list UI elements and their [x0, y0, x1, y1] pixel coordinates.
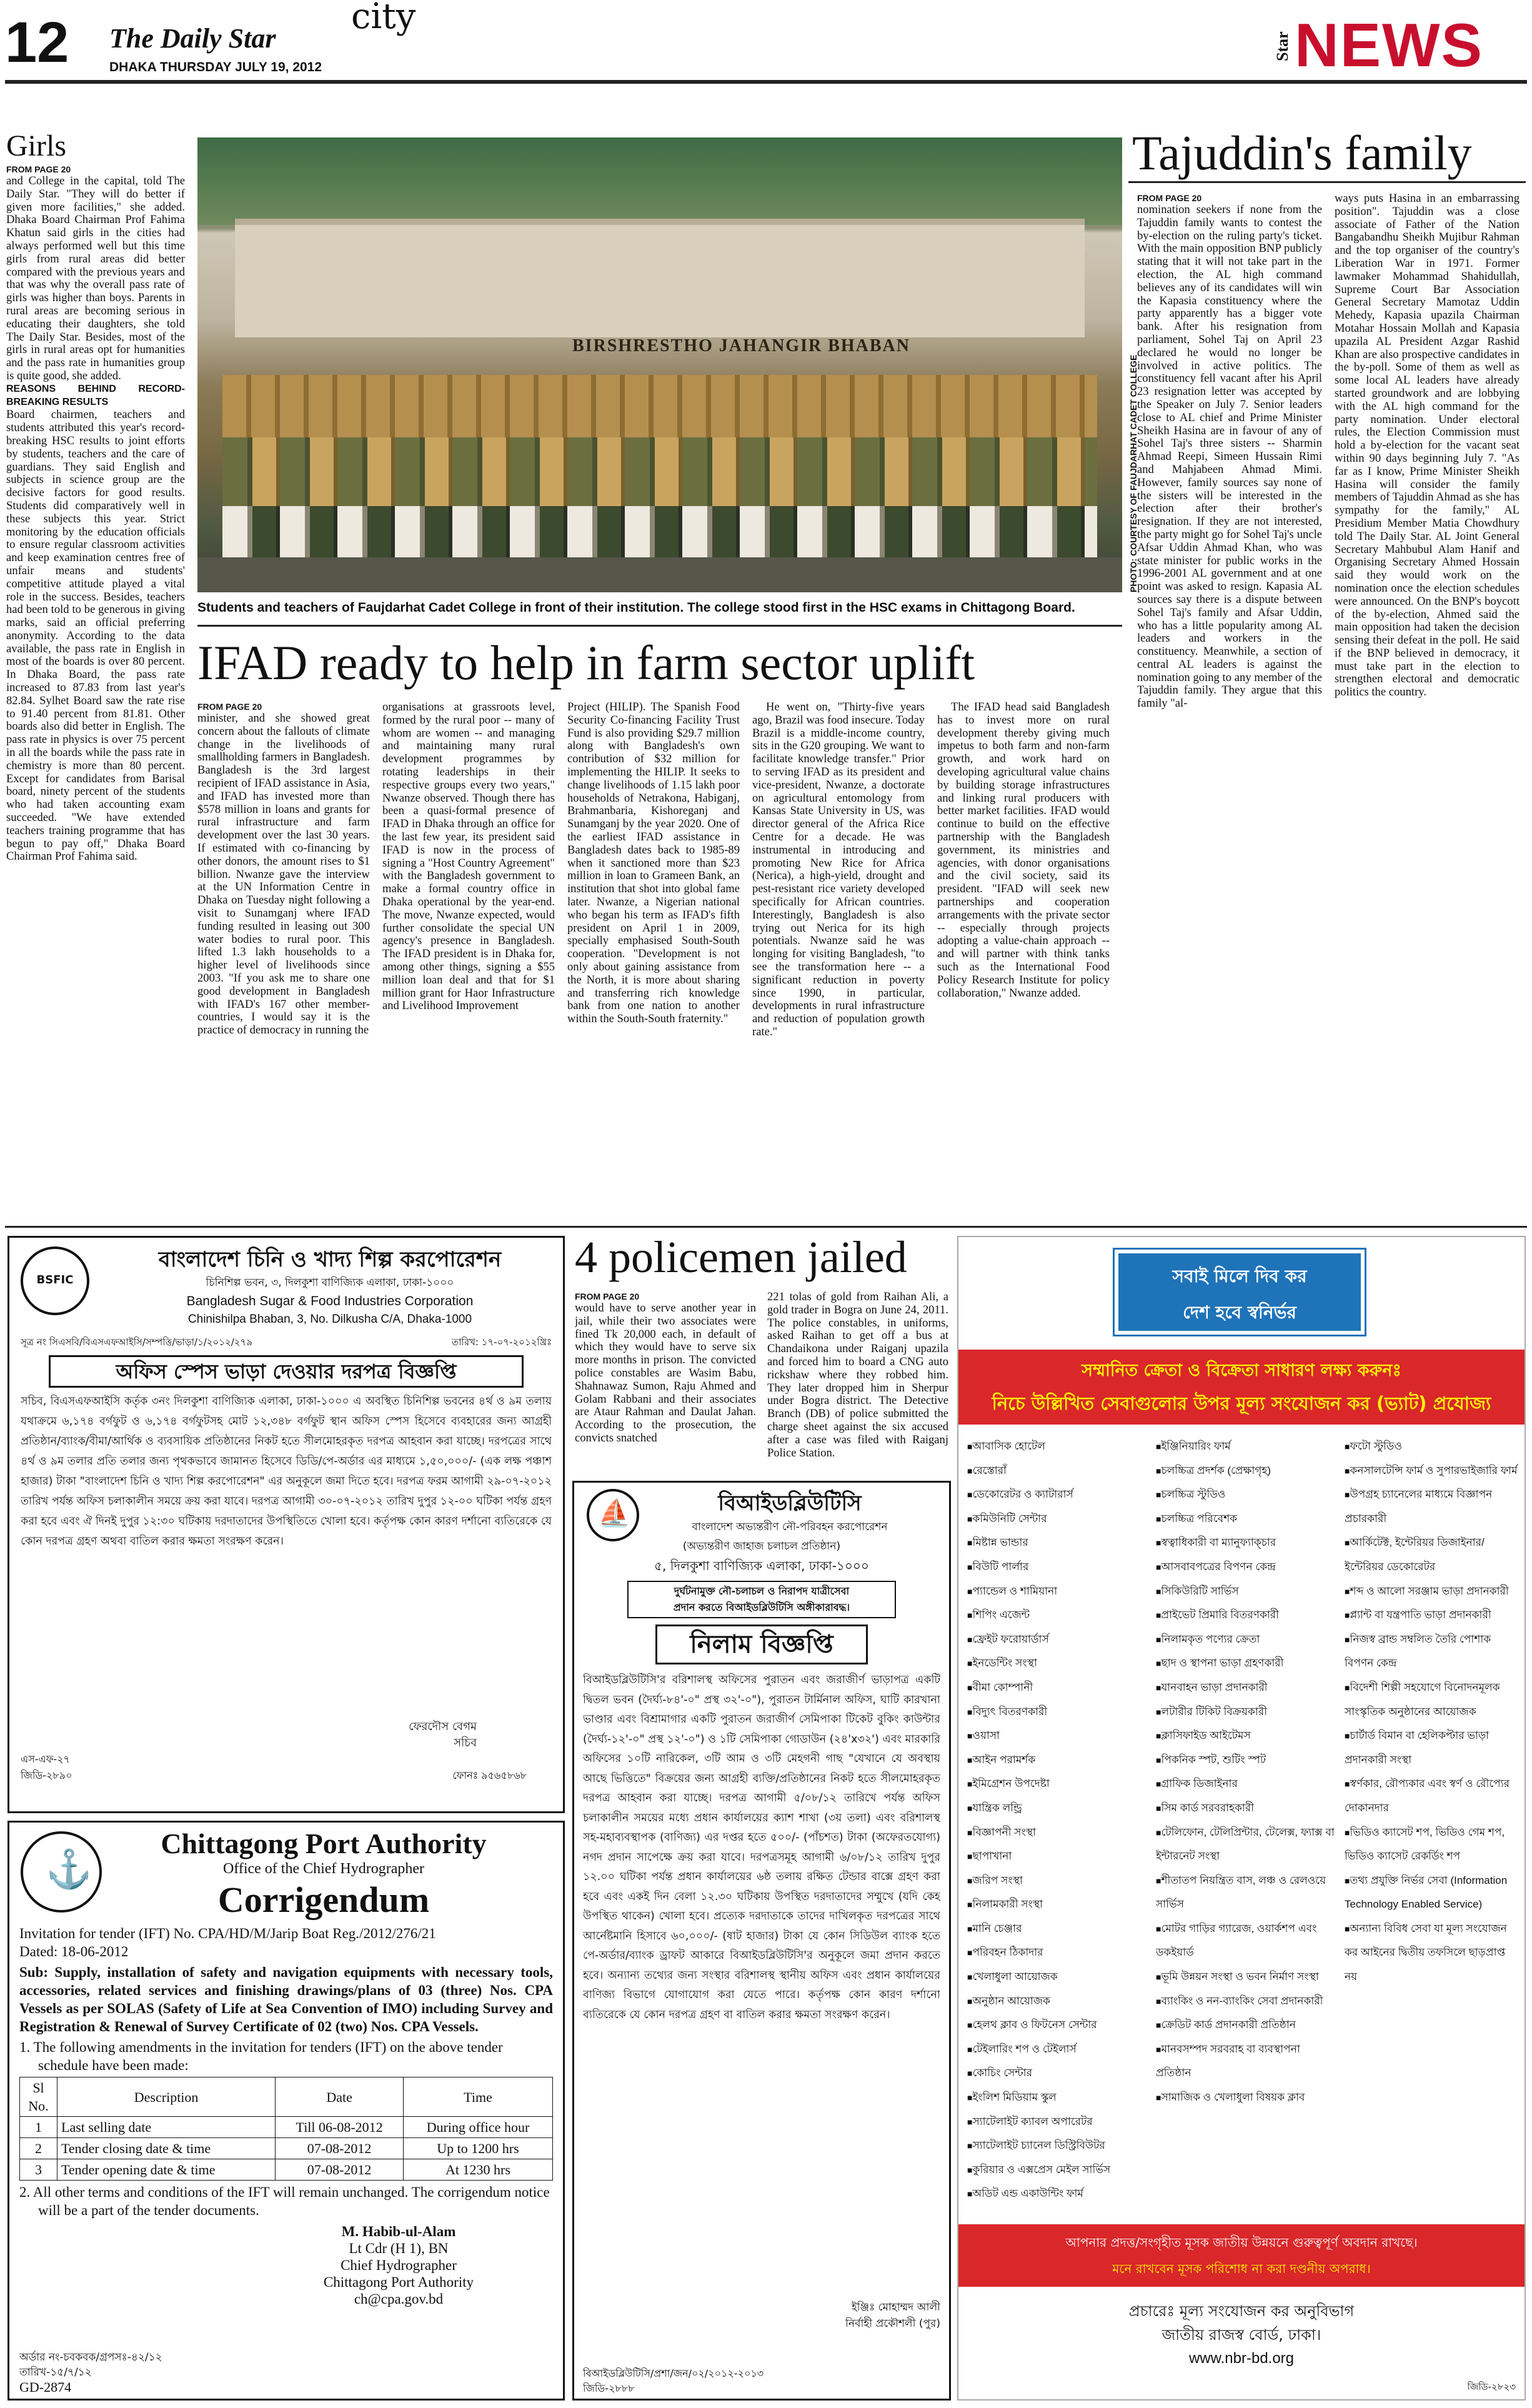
police-headline: 4 policemen jailed: [575, 1232, 907, 1282]
list-item: ■ ওয়াসা: [967, 1724, 1148, 1748]
list-item: ■ প্যান্ডেল ও শামিয়ানা: [967, 1580, 1148, 1604]
list-item: ■ ছাদ ও স্থাপনা ভাড়া গ্রহণকারী: [1156, 1651, 1337, 1676]
girls-headline: Girls: [6, 129, 66, 162]
badge-line: দেশ হবে স্বনির্ভর: [1183, 1302, 1296, 1323]
gd-number: GD-2874: [19, 2379, 72, 2395]
article-text: nomination seekers if none from the Tajuddin family wants to contest the by-election on the ruling party's ticket. With the main opposition BNP publicly stating that it will not take part in the election, the AL high command believes any of its candidates will win the Kapasia constituency where the party apparently has a bigger vote bank. After his resignation from parliament, Sohel Taj on April 23 declared he would no longer be involved in active politics. The constituency fell vacant after his April 23 resignation letter was accepted by the Speaker on July 7. Senior leaders close to AL chief and Prime Minister Sheikh Hasina are in favour of any of Sohel Taj's three sisters -- Sharmin Ahmad Reepi, Simeen Hussain Rimi and Mahjabeen Ahmad Mimi. However, family sources say none of the sisters will be interested in the election after their brother's resignation. If they are not interested, the party might go for Sohel Taj's uncle Afsar Uddin Ahmad Khan, who was state minister for public works in the 1996-2001 AL government and at one point was asked to resign. Kapasia AL sources say there is a dispute between Sohel Taj's family and Afsar Uddin, who has a little popularity among AL leaders and workers in the constituency. Meanwhile, a section of central AL leaders is against the nomination going to any member of the Tajuddin family. They argue that this family "al-: [1137, 203, 1322, 710]
list-item: ■ শব্দ ও আলো সরঞ্জাম ভাড়া প্রদানকারী: [1345, 1580, 1521, 1604]
services-col-3: [1345, 1435, 1521, 1989]
cell: 07-08-2012: [276, 2159, 404, 2181]
photo-caption: Students and teachers of Faujdarhat Cadet College in front of their institution. The college stood first in the HSC exams in Chittagong Board.: [197, 600, 1075, 615]
biwtc-sub: (অভ্যন্তরীণ জাহাজ চলাচল প্রতিষ্ঠান): [682, 1540, 841, 1553]
divider: [1128, 181, 1526, 183]
memo-date: তারিখ: ১৭-০৭-২০১২খ্রিঃ: [451, 1336, 552, 1348]
signer-title: নির্বাহী প্রকৌশলী (পুর): [845, 2317, 940, 2330]
cell: Last selling date: [57, 2117, 276, 2138]
phone-number: ফোনঃ ৯৫৬৫৮৬৮: [452, 1769, 527, 1781]
gd-number: জিডি-২৮৮৮: [583, 2382, 635, 2394]
list-item: ■ শীতাতপ নিয়ন্ত্রিত বাস, লঞ্চ ও রেলওয়ে সার্ভিস: [1156, 1869, 1337, 1917]
bsfic-name-en: Bangladesh Sugar & Food Industries Corporation: [186, 1294, 474, 1308]
gd-number: জিডি-২৮২৩: [1467, 2381, 1516, 2392]
list-item: ■ ভূমি উন্নয়ন সংস্থা ও ভবন নির্মাণ সংস্থা: [1156, 1965, 1337, 1989]
signer-name: M. Habib-ul-Alam: [341, 2224, 456, 2239]
order-number: অর্ডার নং-চবকবক/গ্রপসঃ-৪২/১২: [19, 2351, 162, 2364]
tajuddin-headline: Tajuddin's family: [1132, 126, 1472, 180]
list-item: ■ যানবাহন ভাড়া প্রদানকারী: [1156, 1676, 1337, 1700]
nbr-website-link[interactable]: www.nbr-bd.org: [1188, 2350, 1295, 2367]
list-item: ■ আসবাবপত্রের বিপণন কেন্দ্র: [1156, 1555, 1337, 1580]
list-item: ■ কমিউনিটি সেন্টার: [967, 1507, 1148, 1531]
list-item: ■ উপগ্রহ চ্যানেলের মাধ্যমে বিজ্ঞাপন প্রচারকারী: [1345, 1483, 1521, 1531]
list-item: ■ ইংলিশ মিডিয়াম স্কুল: [967, 2086, 1148, 2110]
subject: Sub: Supply, installation of safety and navigation equipments with necessary tools, accessories, related services and finishing drawings/plans of 03 (three) Nos. CPA Vessels as per SOLAS (Safety of Life at Sea Convention of IMO) including Survey and Registration & Renewal of Survey Certificate of 02 (two) Nos. CPA Vessels.: [19, 1964, 553, 2034]
biwtc-addr: ৫, দিলকুশা বাণিজ্যিক এলাকা, ঢাকা-১০০০: [654, 1558, 869, 1573]
list-item: ■ কোচিং সেন্টার: [967, 2061, 1148, 2086]
list-item: ■ সামাজিক ও খেলাধুলা বিষয়ক ক্লাব: [1156, 2086, 1337, 2110]
list-item: ■ নিজস্ব ব্রান্ড সম্বলিত তৈরি পোশাক বিপণন কেন্দ্র: [1345, 1628, 1521, 1676]
list-item: ■ মোটর গাড়ির গ্যারেজ, ওয়ার্কশপ এবং ডকইয়ার্ড: [1156, 1917, 1337, 1965]
table-row: [20, 2159, 553, 2181]
list-item: ■ অন্যান্য বিবিধ সেবা যা মূল্য সংযোজন কর আইনের দ্বিতীয় তফসিলে ছাড়প্রাপ্ত নয়: [1345, 1917, 1521, 1989]
cell: Tender opening date & time: [57, 2159, 276, 2181]
list-item: ■ বিউটি পার্লার: [967, 1555, 1148, 1580]
cpa-office: Office of the Chief Hydrographer: [222, 1861, 425, 1877]
article-text: Board chairmen, teachers and students attributed this year's record-breaking HSC results to joint efforts by students, teachers and the care of guardians. They said English and subjects in science group are the decisive factors for good results. Students did comparatively well in these subjects this year. Strict monitoring by the education officials to ensure regular classroom activities and keep examination centres free of unfair means and students' competitive attitude played a vital role in the success. Besides, teachers had been told to be generous in giving marks, said an official preferring anonymity. According to the data available, the pass rate in English in most of the boards is over 80 percent. In Dhaka Board, the pass rate increased to 87.83 from last year's 82.84. Sylhet Board saw the rate rise to 91.40 percent from 81.81. Other boards also did better in English. The pass rate in physics is over 75 percent in all the boards while the pass rate in chemistry is more than 80 percent. Except for candidates from Barisal board, ninety percent of the students who had taken accounting exam succeeded. "We have extended teachers training programme that has begun to pay off," Dhaka Board Chairman Prof Fahima said.: [6, 408, 185, 863]
list-item: ■ আর্কিটেক্ট, ইন্টেরিয়র ডিজাইনার/ইন্টেরিয়র ডেকোরেটর: [1345, 1531, 1521, 1579]
list-item: ■ চলচ্চিত্র স্টুডিও: [1156, 1483, 1337, 1507]
list-item: ■ রেস্তোরাঁ: [967, 1459, 1148, 1483]
list-item: ■ স্যাটেলাইট ক্যাবল অপারেটর: [967, 2110, 1148, 2134]
col-header: Description: [57, 2077, 276, 2117]
col-header: Date: [276, 2077, 404, 2117]
auction-body: বিআইডব্লিউটিসি'র বরিশালস্থ অফিসের পুরাতন এবং জরাজীর্ণ ভাড়াপত্র একটি দ্বিতল ভবন (দৈর্ঘ্য-৮৪'-০" প্রস্থ ৩২'-০"), পুরাতন টার্মিনাল অফিস, ঘাটি কারখানা ভাণ্ডার এবং বিশ্রামাগার একটি পুরাতন জরাজীর্ণ সেমিপাকা টিকেট বুকিং কাউন্টার (দৈর্ঘ্য-১২'-০" প্রস্থ ১২'-০") ও ১টি সেমিপাকা গোডাউন (২৪'x৩২') এবং মারকারি অফিসের ১০টি নারিকেল, ৩টি আম ও ৩টি মেহগনী গাছ "যেখানে যে অবস্থায় আছে ভিত্তিতে" বিক্রয়ের জন্য আগ্রহী ব্যক্তি/প্রতিষ্ঠানের নিকট হতে সীলমোহরকৃত দরপত্র আহবান করা যাচ্ছে। দরপত্র আগামী ৫/০৮/১২ তারিখে পর্যন্ত অফিস চলাকালীন সময়ের মধ্যে প্রধান কার্যালয়ের ক্যাশ শাখা (৩য় তলা) এবং বরিশালস্থ সহ-মহাব্যবস্থাপক (বাণিজ্য) এর দপ্তর হতে ৫০০/- (পাঁচশত) টাকা (অফেরতযোগ্য) নগদ প্রদান সাপেক্ষে ক্রয় করা যাবে। দরপত্রসমূহ আগামী ৬/০৮/১২ তারিখ দুপুর ১২.০০ ঘটিকা পর্যন্ত প্রধান কার্যালয়ের ৬ষ্ঠ তলায় রক্ষিত টেন্ডার বাক্সে গ্রহণ করা হবে এবং একই দিন বেলা ১২.৩০ ঘটিকায় উপস্থিত দরদাতাদের সম্মুখে (যদি কেহ উপস্থিত থাকেন) খোলা হবে। প্রত্যেক দরদাতাকে তাদের দাখিলকৃত দরপত্রের সাথে আর্নেষ্টমানি হিসাবে ৬০,০০০/- (ষাট হাজার) টাকা যে কোন সিডিউল ব্যাংক হতে পে-অর্ডার/ব্যাংক ড্রাফট আকারে বিআইডব্লিউটিসি'র অনুকূলে জমা প্রদান করতে হবে। অন্যান্য তথ্যের জন্য সংস্থার বরিশালস্থ স্থানীয় অফিস এবং প্রধান কার্যালয়ের বাণিজ্য বিভাগে যোগাযোগ করা যেতে পারে। কর্তৃপক্ষ কোন কারণ দর্শানো ব্যতিরেকে যে কোন দরপত্র গ্রহণ বা বাতিল করার ক্ষমতা সংরক্ষণ করেন।: [583, 1674, 940, 2021]
cpa-title: Corrigendum: [217, 1879, 430, 1920]
ifad-col-1: [197, 701, 370, 1220]
list-item: ■ ফটো স্টুডিও: [1345, 1435, 1521, 1459]
ifad-col-4: [752, 701, 925, 1220]
from-page: FROM PAGE 20: [197, 702, 262, 712]
article-text: He went on, "Thirty-five years ago, Brazil was food insecure. Today Brazil is a middle-income country, sits in the G20 grouping. We want to facilitate knowledge transfer." Prior to serving IFAD as its president and vice-president, Nwanze, a doctorate on agricultural entomology from Kansas State University in US, was director general of the Africa Rice Centre for a decade. He was instrumental in introducing and promoting New Rice for Africa (Nerica), a high-yield, drought and pest-resistant rice variety developed specifically for African countries. Interestingly, Bangladesh is also trying out Nerica for its high potentials. Nwanze said he was longing for visiting Bangladesh, "to see the transformation here -- a significant reduction in poverty since 1990, in particular, developments in rural infrastructure and reduction of population growth rate.": [752, 701, 925, 1038]
signer-rank: Lt Cdr (H 1), BN: [349, 2241, 449, 2256]
cell: 2: [20, 2138, 57, 2159]
list-item: ■ চার্টার্ড বিমান বা হেলিকপ্টার ভাড়া প্রদানকারী সংস্থা: [1345, 1724, 1521, 1772]
police-col-1: [575, 1291, 756, 1472]
section-label: city: [351, 0, 416, 37]
ifad-col-2: [382, 701, 555, 1220]
ift-number: Invitation for tender (IFT) No. CPA/HD/M/Jarip Boat Reg./2012/276/21: [19, 1926, 436, 1941]
list-item: ■ ইমিগ্রেশন উপদেষ্টা: [967, 1772, 1148, 1796]
list-item: ■ পরিবহন ঠিকাদার: [967, 1941, 1148, 1965]
list-item: ■ মিষ্টান্ন ভান্ডার: [967, 1531, 1148, 1555]
list-item: ■ ইঞ্জিনিয়ারিং ফার্ম: [1156, 1435, 1337, 1459]
subhead: REASONS BEHIND RECORD-BREAKING RESULTS: [6, 383, 185, 407]
cell: Tender closing date & time: [57, 2138, 276, 2159]
cell: Till 06-08-2012: [276, 2117, 404, 2138]
list-item: ■ কুরিয়ার ও এক্সপ্রেস মেইল সার্ভিস: [967, 2158, 1148, 2182]
table-row: [20, 2117, 553, 2138]
list-item: ■ আবাসিক হোটেল: [967, 1435, 1148, 1459]
cell: Up to 1200 hrs: [404, 2138, 553, 2159]
col-header: Time: [404, 2077, 553, 2117]
ifad-headline: IFAD ready to help in farm sector uplift: [197, 635, 975, 690]
memo-number: সূত্র নং সিএসবি/বিএসএফআইসি/সম্পত্তি/ভাড়া/১/২০১২/২৭৯: [21, 1336, 253, 1348]
issuer-line: জাতীয় রাজস্ব বোর্ড, ঢাকা।: [1161, 2326, 1321, 2344]
cpa-name: Chittagong Port Authority: [161, 1828, 487, 1859]
badge-line: সবাই মিলে দিব কর: [1172, 1266, 1307, 1286]
slogan-badge: [1115, 1250, 1365, 1335]
list-item: ■ স্বর্ণকার, রৌপ্যকার এবং স্বর্ণ ও রৌপ্যের দোকানদার: [1345, 1772, 1521, 1820]
anchor-icon: ⚓: [46, 1849, 92, 1890]
list-item: ■ খেলাধুলা আয়োজক: [967, 1965, 1148, 1989]
ifad-col-5: [937, 701, 1110, 1220]
news-logo: NEWS: [1295, 11, 1483, 79]
from-page: FROM PAGE 20: [1137, 193, 1202, 203]
header-line: নিচে উল্লিখিত সেবাগুলোর উপর মূল্য সংযোজন কর (ভ্যাট) প্রযোজ্য: [992, 1393, 1491, 1414]
signer-name: ফেরদৌস বেগম: [409, 1720, 477, 1733]
list-item: ■ অডিট এন্ড একাউন্টিং ফার্ম: [967, 2182, 1148, 2206]
slogan-line: প্রদান করতে বিআইডব্লিউটিসি অঙ্গীকারাবদ্ধ।: [673, 1601, 850, 1613]
order-date: তারিখ-১৫/৭/১২: [19, 2366, 92, 2379]
cell: During office hour: [404, 2117, 553, 2138]
slogan-box: [627, 1581, 896, 1618]
list-item: ■ বীমা কোম্পানী: [967, 1676, 1148, 1700]
list-item: ■ বিজ্ঞাপনী সংস্থা: [967, 1821, 1148, 1845]
list-item: ■ শিপিং এজেন্ট: [967, 1603, 1148, 1628]
cell: 07-08-2012: [276, 2138, 404, 2159]
bsfic-logo: BSFIC: [21, 1246, 89, 1315]
bsfic-name-bn: বাংলাদেশ চিনি ও খাদ্য শিল্প করপোরেশন: [158, 1247, 502, 1272]
list-item: ■ ইনডেন্টিং সংস্থা: [967, 1651, 1148, 1676]
list-item: ■ তথ্য প্রযুক্তি নির্ভর সেবা (Information Technology Enabled Service): [1345, 1869, 1521, 1917]
cell: At 1230 hrs: [404, 2159, 553, 2181]
footer-line: মনে রাখবেন মূসক পরিশোধ না করা দণ্ডনীয় অপরাধ।: [1112, 2261, 1371, 2276]
list-item: ■ কনসালটেন্সি ফার্ম ও সুপারভাইজারি ফার্ম: [1345, 1459, 1521, 1483]
bsfic-addr-bn: চিনিশিল্প ভবন, ৩, দিলকুশা বাণিজ্যিক এলাকা, ঢাকা-১০০০: [206, 1276, 454, 1289]
ref-number: বিআইডব্লিউটিসি/প্রশা/জন/০২/২০১২-২০১৩: [583, 2367, 764, 2379]
biwtc-auction-ad: [572, 1481, 951, 2401]
list-item: ■ বিদ্যুৎ বিতরণকারী: [967, 1700, 1148, 1724]
ift-date: Dated: 18-06-2012: [19, 1944, 129, 1959]
article-text: The IFAD head said Bangladesh has to invest more on rural development thereby giving much impetus to both farm and non-farm growth, and work hard on developing agricultural value chains by building storage infrastructures and linking rural producers with better market facilities. IFAD would continue to build on the effective partnership with the Bangladesh government, its ministries and agencies, with donor organisations and the civil society, said its president. "IFAD will seek new partnerships and cooperation arrangements with the private sector -- especially through projects adopting a value-chain approach -- and will partner with think tanks such as the International Food Policy Research Institute for policy collaboration," Nwanze added.: [937, 701, 1110, 1000]
email-link[interactable]: ch@cpa.gov.bd: [354, 2291, 444, 2307]
slogan-line: দুর্ঘটনামুক্ত নৌ-চলাচল ও নিরাপদ যাত্রীসেবা: [674, 1585, 850, 1597]
list-item: ■ হেলথ ক্লাব ও ফিটনেস সেন্টার: [967, 2013, 1148, 2037]
list-item: ■ ডেকোরেটর ও ক্যাটারার্স: [967, 1483, 1148, 1507]
building-banner: BIRSHRESTHO JAHANGIR BHABAN: [572, 336, 910, 356]
amendment-table: [19, 2077, 553, 2181]
bsfic-title: অফিস স্পেস ভাড়া দেওয়ার দরপত্র বিজ্ঞপ্তি: [49, 1355, 524, 1388]
list-item: ■ ক্লাসিফাইড আইটেমস: [1156, 1724, 1337, 1748]
ifad-col-3: [567, 701, 740, 1220]
biwtc-name: বিআইডব্লিউটিসি: [718, 1491, 862, 1516]
header-line: সম্মানিত ক্রেতা ও বিক্রেতা সাধারণ লক্ষ্য করুনঃ: [1082, 1361, 1401, 1380]
list-item: ■ ব্যাংকিং ও নন-ব্যাংকিং সেবা প্রদানকারী: [1156, 1989, 1337, 2014]
list-item: ■ যান্ত্রিক লন্ড্রি: [967, 1796, 1148, 1821]
list-item: ■ নিলামকারী সংস্থা: [967, 1893, 1148, 1917]
table-header: [20, 2077, 553, 2117]
footer-line: আপনার প্রদত্ত/সংগৃহীত মূসক জাতীয় উন্নয়নে গুরুত্বপূর্ণ অবদান রাখছে।: [1065, 2235, 1418, 2250]
list-item: ■ নিলামকৃত পণ্যের ক্রেতা: [1156, 1628, 1337, 1652]
services-col-1: [967, 1435, 1148, 2206]
paper-name: The Daily Star: [109, 23, 276, 54]
col-header: Sl No.: [20, 2077, 57, 2117]
list-item: ■ পিকনিক স্পট, শুটিং স্পট: [1156, 1748, 1337, 1773]
biwtc-full: বাংলাদেশ অভ্যন্তরীণ নৌ-পরিবহন করপোরেশন: [692, 1521, 888, 1533]
list-item: ■ সিম কার্ড সরবরাহকারী: [1156, 1796, 1337, 1821]
tajuddin-col-1: [1137, 192, 1322, 1220]
list-item: ■ মানবসম্পদ সরবরাহ বা ব্যবস্থাপনা প্রতিষ্ঠান: [1156, 2037, 1337, 2086]
bsfic-tender-ad: [7, 1236, 565, 1813]
list-item: ■ মানি চেঞ্জার: [967, 1917, 1148, 1941]
list-item: ■ টেলিফোন, টেলিপ্রিন্টার, টেলেক্স, ফ্যাক্স বা ইন্টারনেট সংস্থা: [1156, 1821, 1337, 1869]
masthead-date: DHAKA THURSDAY JULY 19, 2012: [109, 60, 322, 74]
masthead-rule: [5, 80, 1527, 84]
services-col-2: [1156, 1435, 1337, 2110]
list-item: ■ ছাপাখানা: [967, 1844, 1148, 1869]
from-page: FROM PAGE 20: [575, 1291, 640, 1301]
cell: 3: [20, 2159, 57, 2181]
police-col-2: [767, 1291, 948, 1472]
item-1: 1. The following amendments in the invitation for tenders (IFT) on the above tender schedule have been made:: [19, 2039, 503, 2073]
article-text: ways puts Hasina in an embarrassing position". Tajuddin was a close associate of Father of the Nation Bangabandhu Sheikh Mujibur Rahman and the top organiser of the country's Liberation War in 1971. Former lawmaker Mohammad Shahidullah, Supreme Court Bar Association General Secretary Mamotaz Uddin Mehedy, Kapasia upazila Chairman Motahar Hossain Mollah and Kapasia upazila AL President Azgar Rashid Khan are also prospective candidates in the by-poll. Some of them as well as some local AL leaders have already started groundwork and are lobbying with the AL high command for the party nomination. Under electoral rules, the Election Commission must hold a by-election for the vacant seat within 90 days beginning July 7. "As far as I know, Prime Minister Sheikh Hasina will consider the family members of Tajuddin Ahmad as she has sympathy for the family," AL Presidium Member Matia Chowdhury told The Daily Star. AL Joint General Secretary Mahbubul Alam Hanif and Organising Secretary Ahmed Hossain said they would work on the nomination once the election schedules were announced. On the BNP's boycott of the by-election, Ahmed said the main opposition had taken the decision sensing their defeat in the poll. He said if the BNP believed in democracy, it must take part in the election to strengthen electoral and democratic politics the country.: [1335, 192, 1520, 699]
list-item: ■ ভিডিও ক্যাসেট শপ, ভিডিও গেম শপ, ভিডিও ক্যাসেট রেকর্ডিং শপ: [1345, 1821, 1521, 1869]
article-text: minister, and she showed great concern about the fallouts of climate change in the livelihoods of smallholding farmers in Bangladesh. Bangladesh is the 3rd largest recipient of IFAD assistance in Asia, and IFAD has invested more than $578 million in loans and grants for rural infrastructure and farm development over the last 30 years. If estimated with co-financing by other donors, the amount rises to $1 billion. Nwanze gave the interview at the UN Information Centre in Dhaka on Tuesday night following a visit to Sunamganj where IFAD funding resulted in leasing out 300 water bodies to rural poor. This lifted 1.3 lakh households to a higher level of livelihoods since 2003. "If you ask me to share one good development in Bangladesh with IFAD's 167 other member-countries, I would say it is the practice of democracy in running the: [197, 712, 370, 1037]
list-item: ■ চলচ্চিত্র পরিবেশক: [1156, 1507, 1337, 1531]
signer-title: সচিব: [454, 1736, 477, 1749]
list-item: ■ সিকিউরিটি সার্ভিস: [1156, 1580, 1337, 1604]
nbr-footer-band: [958, 2224, 1525, 2287]
nbr-vat-ad: [957, 1236, 1526, 2401]
nbr-header: [958, 1350, 1525, 1425]
list-item: ■ প্রাইভেট প্রিমারি বিতরণকারী: [1156, 1603, 1337, 1628]
signer-name: ইঞ্জিঃ মোহাম্মদ আলী: [851, 2301, 940, 2314]
table-row: [20, 2138, 553, 2159]
list-item: ■ প্ল্যান্ট বা যন্ত্রপাতি ভাড়া প্রদানকারী: [1345, 1603, 1521, 1628]
list-item: ■ অনুষ্ঠান আয়োজক: [967, 1989, 1148, 2014]
photo-credit: PHOTO: COURTESY OF FAUJDARHAT CADET COLLEGE: [1128, 354, 1138, 592]
signer-org: Chittagong Port Authority: [323, 2274, 474, 2290]
gd-number: জিডি-২৮৯০: [21, 1769, 72, 1781]
list-item: ■ জরিপ সংস্থা: [967, 1869, 1148, 1893]
article-text: 221 tolas of gold from Raihan Ali, a gold trader in Bogra on June 24, 2011. The police constables, in uniforms, asked Raihan to get off a bus at Chandaikona under Raiganj upazila and forced him to board a CNG auto rickshaw where they robbed him. They later dropped him in Sherpur under Bogra district. The Detective Branch (DB) of police submitted the charge sheet against the six accused after a case was filed with Raiganj Police Station.: [767, 1291, 948, 1460]
list-item: ■ বিদেশী শিল্পী সহযোগে বিনোদনমূলক সাংস্কৃতিক অনুষ্ঠানের আয়োজক: [1345, 1676, 1521, 1724]
list-item: ■ টেইলারিং শপ ও টেইলার্স: [967, 2037, 1148, 2062]
tajuddin-col-2: [1335, 192, 1520, 1220]
bsfic-body: সচিব, বিএসএফআইসি কর্তৃক ৩নং দিলকুশা বাণিজ্যিক এলাকা, ঢাকা-১০০০ এ অবস্থিত চিনিশিল্প ভবনের ৪র্থ ও ৯ম তলায় যথাক্রমে ৬,১৭৪ বর্গফুট ও ৬,১৭৪ বর্গফুটসহ মোট ১২,৩৪৮ বর্গফুট স্থান অফিস স্পেস হিসেবে ব্যবহারের জন্য আগ্রহী প্রতিষ্ঠান/ব্যাংক/বীমা/আর্থিক ও ব্যবসায়িক প্রতিষ্ঠানের নিকট হতে সীলমোহরকৃত দরপত্র আহবান করা যাচ্ছে। দরপত্রের সাথে ৪র্থ ও ৯ম তলার প্রতি তলার জন্য পৃথকভাবে জামানত হিসেবে ডিডি/পে-অর্ডার এর মাধ্যমে ১,৫০,০০০/- (এক লক্ষ পঞ্চাশ হাজার) টাকা "বাংলাদেশ চিনি ও খাদ্য শিল্প করপোরেশন" এর অনুকূলে জমা দিতে হবে। দরপত্র ফরম আগামী ২৯-০৭-২০১২ তারিখ পর্যন্ত অফিস চলাকালীন সময়ে ক্রয় করা যাবে। দরপত্র আগামী ৩০-০৭-২০১২ তারিখ দুপুর ১২-০০ ঘটিকা পর্যন্ত গ্রহণ করা হবে এবং ঐ দিনই দুপুর ১২:৩০ ঘটিকায় দরদাতাদের উপস্থিতিতে খোলা হবে। কর্তৃপক্ষ কোন কারণ দর্শানো ব্যতিরেকে যে কোন দরপত্র গ্রহণ অথবা বাতিল করার ক্ষমতা সংরক্ষণ করেন।: [21, 1395, 552, 1548]
cadet-college-photo: [197, 137, 1122, 592]
cell: 1: [20, 2117, 57, 2138]
list-item: ■ ফ্রেইট ফরোয়ার্ডার্স: [967, 1628, 1148, 1652]
ship-icon: ⛵: [598, 1498, 631, 1528]
auction-title: নিলাম বিজ্ঞপ্তি: [655, 1624, 868, 1664]
cpa-corrigendum-ad: [7, 1821, 565, 2401]
bsfic-addr-en: Chinishilpa Bhaban, 3, No. Dilkusha C/A, Dhaka-1000: [187, 1313, 472, 1326]
page-number: 12: [5, 11, 69, 74]
list-item: ■ স্যাটেলাইট চ্যানেল ডিস্ট্রিবিউটর: [967, 2134, 1148, 2158]
article-text: Project (HILIP). The Spanish Food Security Co-financing Facility Trust Fund is also providing $29.7 million along with Bangladesh's own contribution of $32 million for implementing the HILIP. It seeks to change livelihoods of 1.15 lakh poor households of Netrakona, Habiganj, Brahmanbaria, Kishoreganj and Sunamganj by the year 2020. One of the earliest IFAD assistance in Bangladesh dates back to 1985-89 when it sanctioned more than $23 million in loan to Grameen Bank, an institution that shot into global fame later. Nwanze, a Nigerian national who began his term as IFAD's fifth president on April 1 in 2009, specially emphasised South-South cooperation. "Development is not only about gaining assistance from the North, it is more about sharing and transferring rich knowledge bank from one nation to another within the South-South fraternity.": [567, 701, 740, 1026]
list-item: ■ আইন পরামর্শক: [967, 1748, 1148, 1773]
star-logo-small: Star: [1273, 31, 1291, 61]
article-text: and College in the capital, told The Daily Star. "They will do better if given more facilities," she added. Dhaka Board Chairman Prof Fahima Khatun said girls in the cities had always performed well but this time girls from rural areas did better compared with the previous years and that was why the overall pass rate of girls was higher than boys. Parents in rural areas are becoming serious in educating their daughters, she told The Daily Star. Besides, most of the girls in rural areas opt for humanities and the pass rate in humanities group is quite good, she added.: [6, 174, 185, 382]
item-2: 2. All other terms and conditions of the IFT will remain unchanged. The corrigendum notice will be a part of the tender documents.: [19, 2184, 550, 2218]
divider: [5, 1226, 1527, 1228]
article-text: organisations at grassroots level, formed by the rural poor -- many of whom are women -- and managing and maintaining many rural development programmes by rotating leaderships in their respective groups every two years," Nwanze observed. Though there has been a quasi-formal presence of IFAD in Dhaka through an office for the last few year, its president said IFAD is now in the process of signing a "Host Country Agreement" with the Bangladesh government to make a formal country office in Dhaka operational by the year-end. The move, Nwanze expected, would further consolidate the special UN agency's presence in Bangladesh. The IFAD president is in Dhaka for, among other things, signing a $55 million loan deal and that for $1 million grant for Haor Infrastructure and Livelihood Improvement: [382, 701, 555, 1013]
ad-code: এস-এফ-২৭: [21, 1753, 70, 1765]
list-item: ■ ক্রেডিট কার্ড প্রদানকারী প্রতিষ্ঠান: [1156, 2013, 1337, 2037]
list-item: ■ গ্রাফিক ডিজাইনার: [1156, 1772, 1337, 1796]
divider: [197, 625, 1122, 627]
list-item: ■ লটারীর টিকিট বিক্রয়কারী: [1156, 1700, 1337, 1724]
article-text: would have to serve another year in jail, while their two associates were fined Tk 20,000 each, in default of which they would have to serve six more months in prison. The convicted police constables are Wasim Babu, Shahnawaz Sumon, Raju Ahmed and Golam Rabbani and their associates are Ataur Rahman and Daulat Jahan. According to the prosecution, the convicts snatched: [575, 1301, 756, 1445]
list-item: ■ স্বত্বাধিকারী বা ম্যানুফ্যাক্চার: [1156, 1531, 1337, 1555]
girls-article: [6, 164, 185, 1220]
signer-role: Chief Hydrographer: [341, 2257, 457, 2273]
list-item: ■ চলচ্চিত্র প্রদর্শক (প্রেক্ষাগৃহ): [1156, 1459, 1337, 1483]
issuer-line: প্রচারেঃ মূল্য সংযোজন কর অনুবিভাগ: [1128, 2302, 1355, 2320]
from-page: FROM PAGE 20: [6, 164, 71, 174]
